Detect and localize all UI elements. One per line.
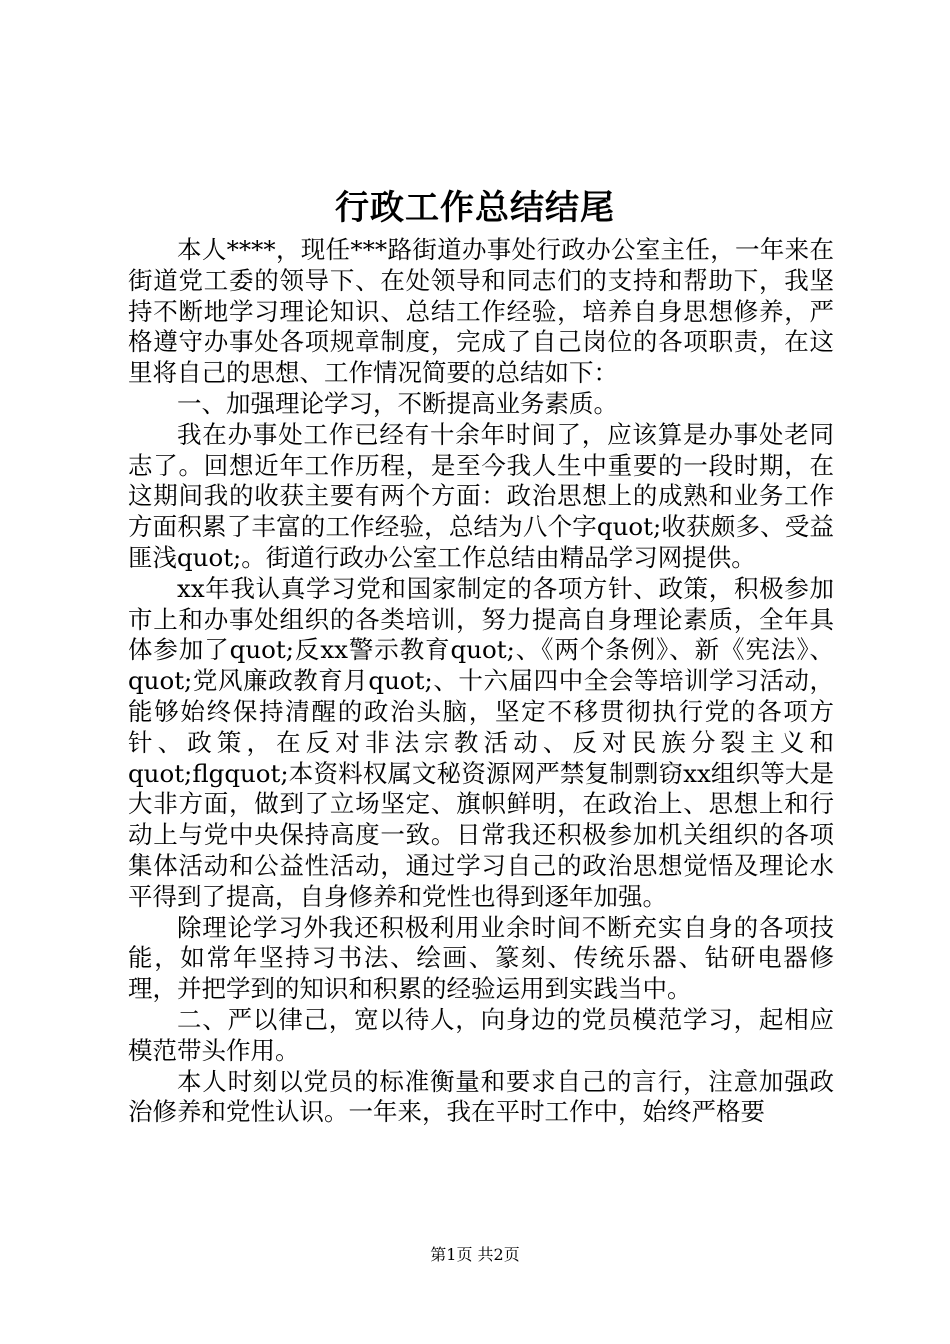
section-heading-2: 二、严以律己，宽以待人，向身边的党员模范学习，起相应模范带头作用。 bbox=[128, 1004, 834, 1065]
paragraph: 我在办事处工作已经有十余年时间了，应该算是办事处老同志了。回想近年工作历程，是至今我人生中重要的一段时期，在这期间我的收获主要有两个方面：政治思想上的成熟和业务工作方面积累了丰富的工作经验，总结为八个字quot;收获颇多、受益匪浅quot;。街道行政办公室工作总结由精品学习网提供。 bbox=[128, 419, 834, 572]
document-title: 行政工作总结结尾 bbox=[335, 188, 615, 228]
paragraph-intro: 本人****，现任***路街道办事处行政办公室主任，一年来在街道党工委的领导下、在处领导和同志们的支持和帮助下，我坚持不断地学习理论知识、总结工作经验，培养自身思想修养，严格遵守办事处各项规章制度，完成了自己岗位的各项职责，在这里将自己的思想、工作情况简要的总结如下： bbox=[128, 235, 834, 388]
document-body bbox=[128, 235, 834, 1128]
paragraph: 除理论学习外我还积极利用业余时间不断充实自身的各项技能，如常年坚持习书法、绘画、篆刻、传统乐器、钻研电器修理，并把学到的知识和积累的经验运用到实践当中。 bbox=[128, 912, 834, 1004]
section-heading-1: 一、加强理论学习，不断提高业务素质。 bbox=[177, 388, 618, 418]
paragraph: xx年我认真学习党和国家制定的各项方针、政策，积极参加市上和办事处组织的各类培训，努力提高自身理论素质，全年具体参加了quot;反xx警示教育quot;、《两个条例》、新《宪法》、quot;党风廉政教育月quot;、十六届四中全会等培训学习活动，能够始终保持清醒的政治头脑，坚定不移贯彻执行党的各项方针、政策，在反对非法宗教活动、反对民族分裂主义和quot;flgquot;本资料权属文秘资源网严禁复制剽窃xx组织等大是大非方面，做到了立场坚定、旗帜鲜明，在政治上、思想上和行动上与党中央保持高度一致。日常我还积极参加机关组织的各项集体活动和公益性活动，通过学习自己的政治思想觉悟及理论水平得到了提高，自身修养和党性也得到逐年加强。 bbox=[128, 573, 834, 911]
page-number-footer: 第1页 共2页 bbox=[430, 1245, 520, 1264]
paragraph: 本人时刻以党员的标准衡量和要求自己的言行，注意加强政治修养和党性认识。一年来，我在平时工作中，始终严格要 bbox=[128, 1066, 834, 1127]
